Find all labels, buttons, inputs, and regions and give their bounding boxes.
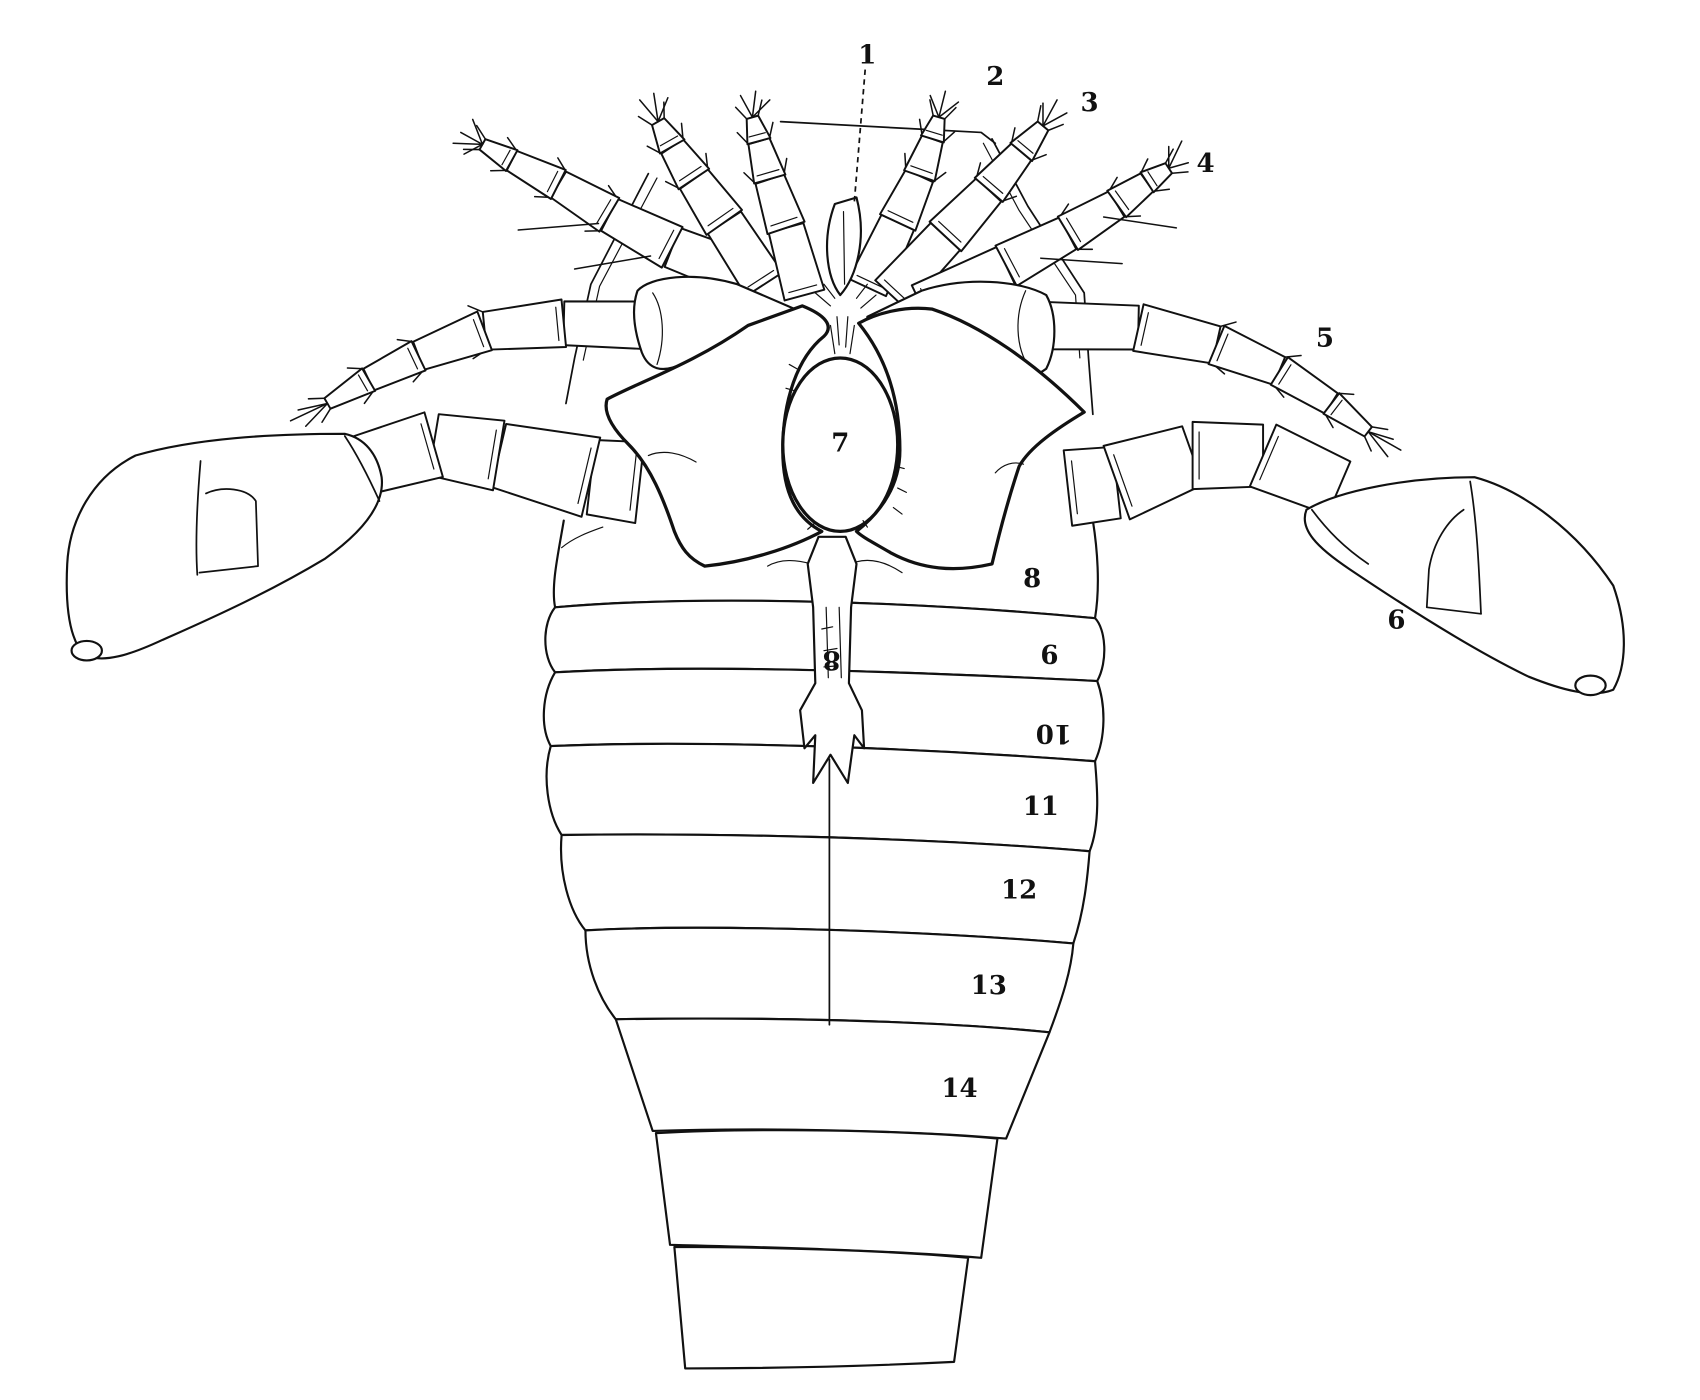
- leg-front-left-inner-tip-claw-2: [752, 91, 755, 117]
- label-1-leader-line: [854, 70, 865, 202]
- leg-front-left-outer-long-spine-1: [575, 256, 651, 269]
- leg-front-left-inner-spine-4-2: [736, 107, 747, 119]
- leg-5-right-spine-5-1: [1365, 436, 1372, 451]
- leg-5-right-tip-claw-1: [1368, 432, 1401, 450]
- label-8: 8: [1023, 564, 1042, 595]
- leg-5-left: [291, 300, 651, 427]
- leg-5-left-spine-5-1: [308, 398, 324, 399]
- label-4: 4: [1196, 148, 1215, 179]
- label-11: 11: [1022, 791, 1059, 822]
- label-13: 13: [970, 970, 1007, 1001]
- label-2: 2: [986, 62, 1005, 93]
- label-14: 14: [941, 1073, 978, 1104]
- label-6: 6: [1387, 605, 1406, 636]
- leg-front-left-middle-spine-4-2: [638, 116, 652, 125]
- leg-6-left-segment-2: [491, 424, 600, 517]
- leg-5-right-segment-2: [1133, 304, 1220, 363]
- paddle-right: [1305, 477, 1624, 695]
- paddle-left: [67, 434, 382, 661]
- label-7: 7: [831, 428, 850, 459]
- leg-6-left: [350, 412, 645, 523]
- leg-front-left-outer-long-spine-2: [518, 224, 598, 231]
- leg-front-left-inner-segment-2: [756, 174, 805, 234]
- leg-front-left-outer-tip-claw-4: [453, 143, 482, 144]
- leg-front-right-middle-spine-4-1: [1048, 124, 1063, 130]
- leg-5-right-spine-5-2: [1372, 427, 1388, 430]
- leg-5-left-tip-claw-1: [291, 403, 328, 420]
- leg-5-left-segment-2: [483, 300, 566, 350]
- label-5: 5: [1315, 323, 1334, 354]
- leg-front-left-inner-segment-1: [769, 223, 825, 300]
- label-9: 9: [1040, 637, 1059, 668]
- label-8-appendage: 8: [822, 644, 841, 675]
- label-1: 1: [858, 40, 877, 71]
- leg-5-right-segment-3: [1209, 326, 1286, 385]
- leg-5-left-segment-3: [413, 312, 492, 370]
- leg-5-left-spine-2-1: [468, 306, 483, 312]
- leg-front-right-outer-spine-5-1: [1172, 172, 1188, 173]
- segment-16-telson-base: [674, 1247, 968, 1368]
- segment-14: [616, 1019, 1050, 1139]
- label-3: 3: [1080, 88, 1099, 119]
- label-10: 10: [1035, 717, 1072, 748]
- leg-5-right-spine-2-2: [1221, 322, 1236, 326]
- leg-5-left-spine-5-2: [322, 409, 330, 423]
- leg-front-left-inner-segment-3: [748, 138, 785, 183]
- segment-15: [656, 1130, 998, 1258]
- label-12: 12: [1001, 875, 1038, 906]
- leg-front-right-middle-spine-4-2: [1038, 106, 1041, 122]
